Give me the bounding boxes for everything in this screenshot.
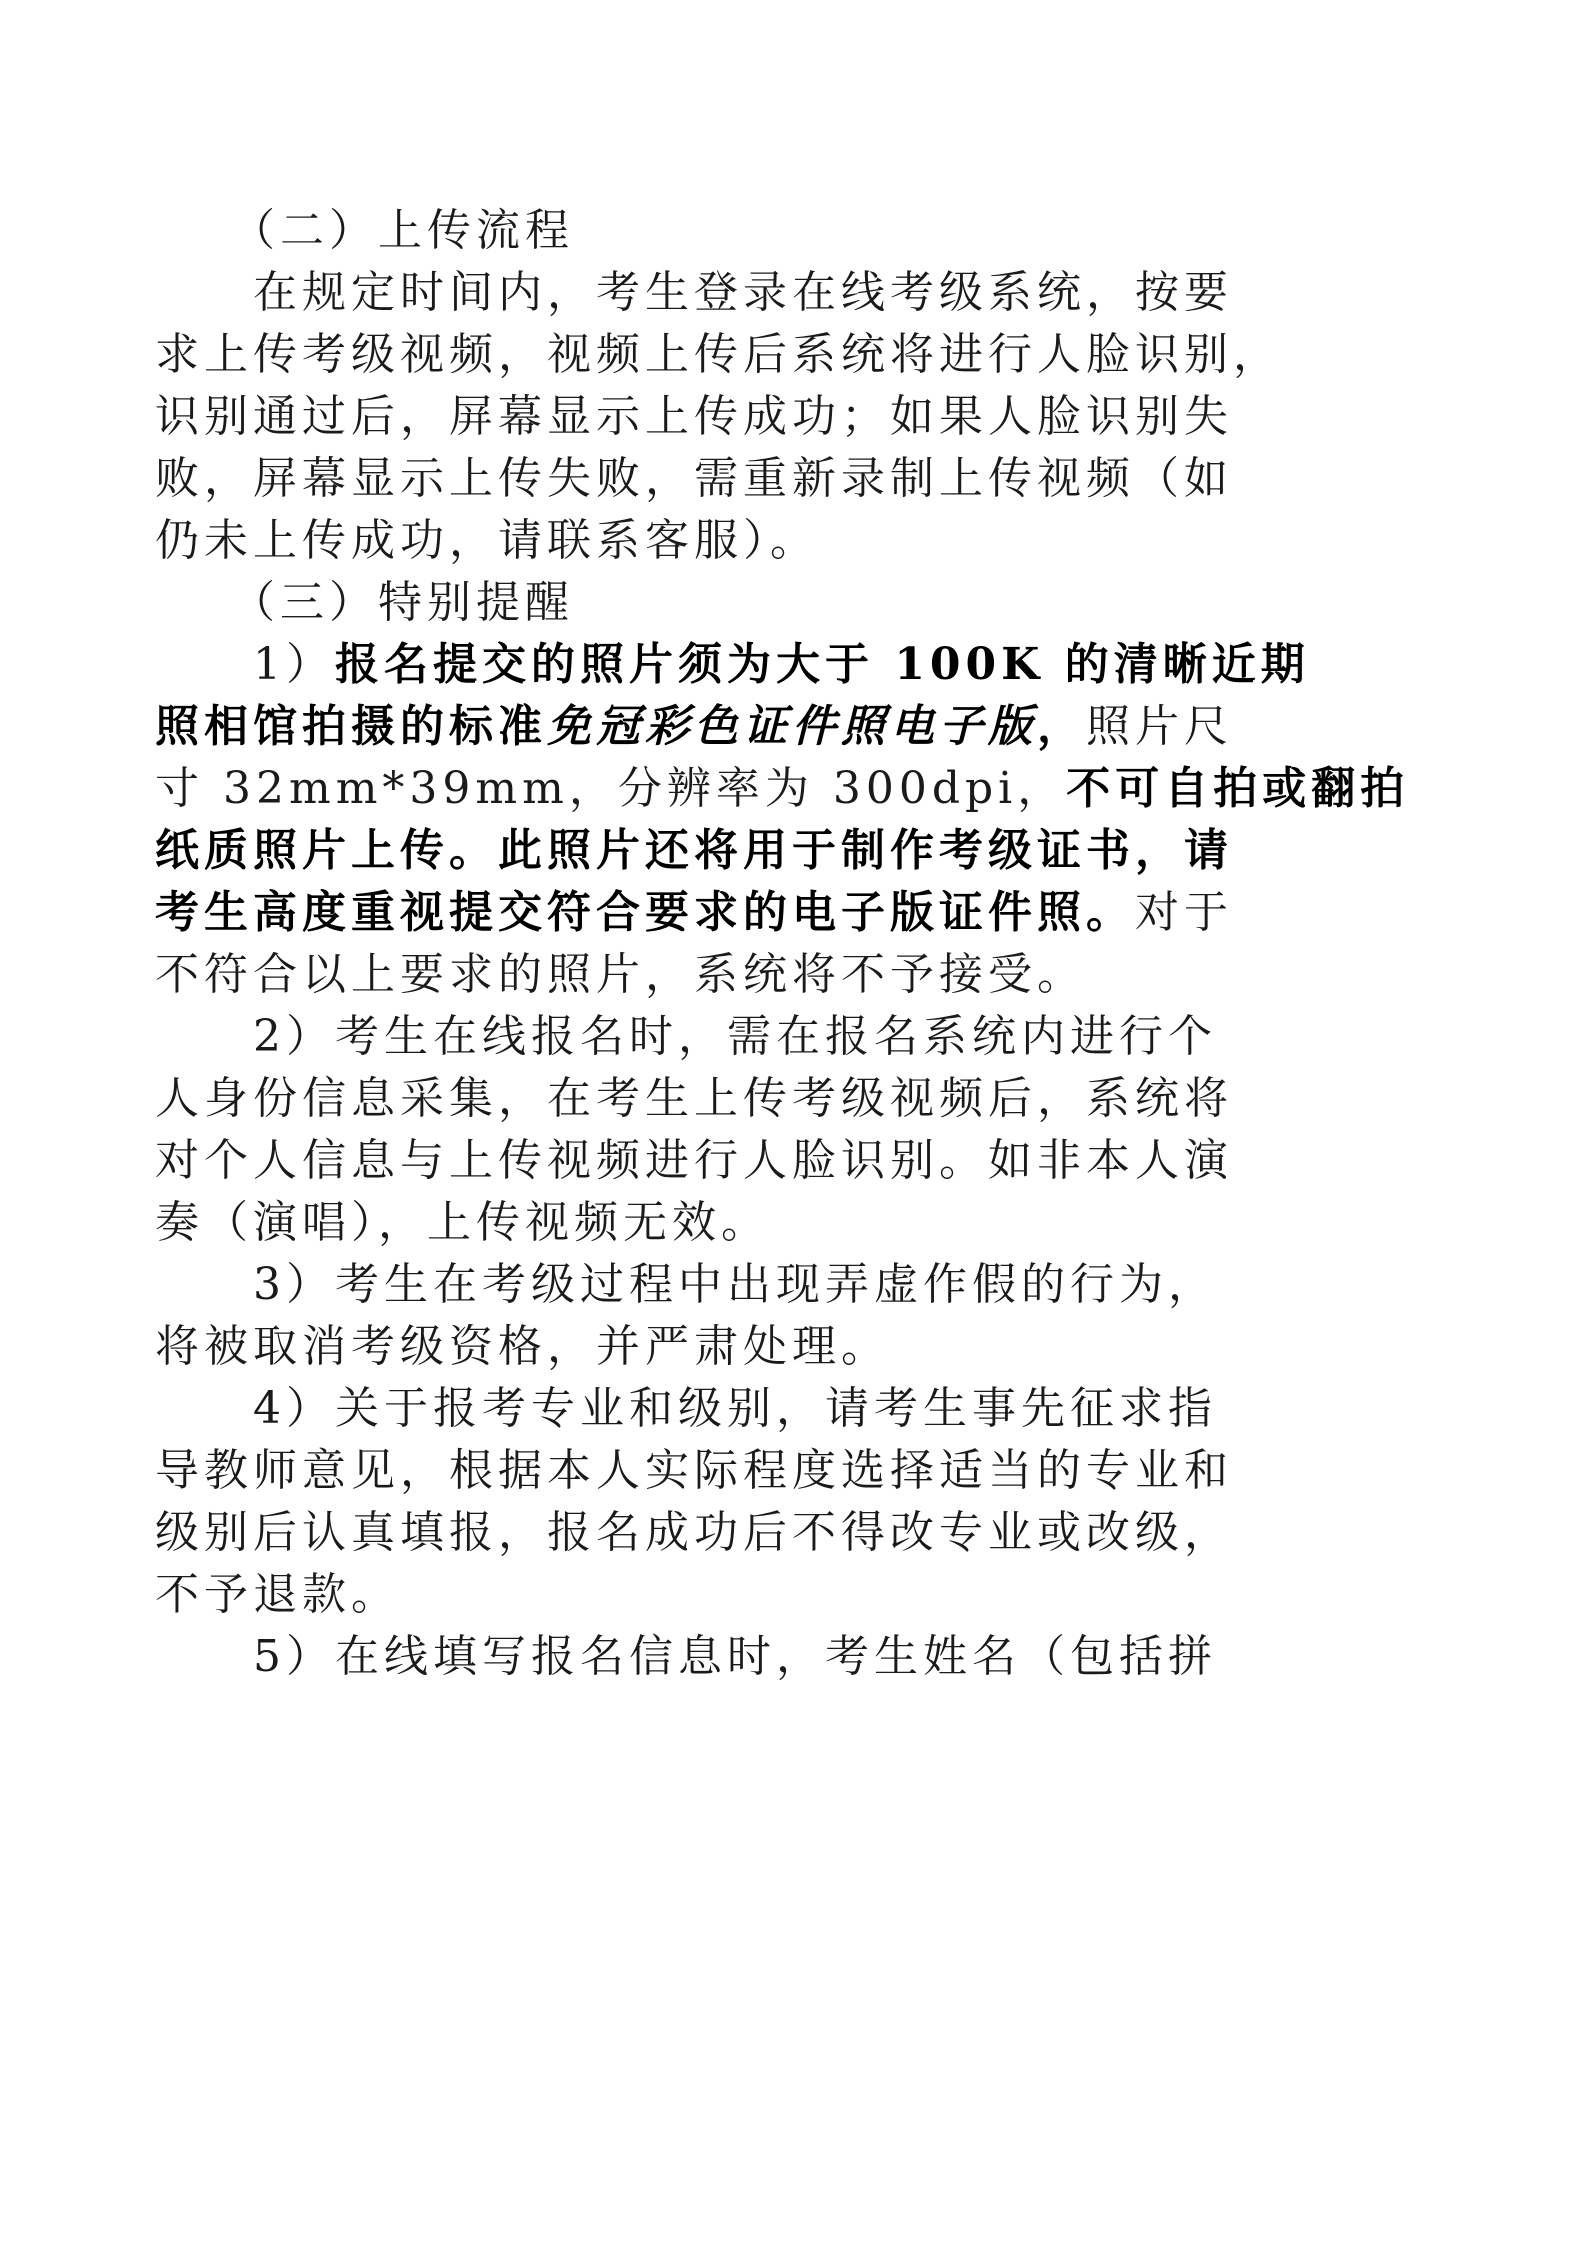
text-segment: 在规定时间内，考生登录在线考级系统，按要 [155, 267, 1233, 318]
text-line [155, 1502, 1445, 1564]
text-line [155, 1564, 1445, 1626]
text-segment: 不符合以上要求的照片，系统将不予接受。 [155, 949, 1086, 1000]
text-line [155, 1254, 1445, 1316]
text-segment: 对个人信息与上传视频进行人脸识别。如非本人演 [155, 1135, 1233, 1186]
text-line [155, 1192, 1445, 1254]
text-segment: 人身份信息采集，在考生上传考级视频后，系统将 [155, 1073, 1233, 1124]
text-line [155, 572, 1445, 634]
text-segment: 导教师意见，根据本人实际程度选择适当的专业和 [155, 1445, 1233, 1496]
text-line [155, 262, 1445, 324]
text-segment: 级别后认真填报，报名成功后不得改专业或改级， [155, 1507, 1233, 1558]
text-line [155, 944, 1445, 1006]
text-line [155, 882, 1445, 944]
text-line [155, 696, 1445, 758]
emphasis-bold-text: 纸质照片上传。此照片还将用于制作考级证书，请 [155, 825, 1233, 876]
text-segment: 不予退款。 [155, 1569, 400, 1620]
emphasis-bold-text: 照相馆拍摄的标准 [155, 701, 547, 752]
text-segment: 奏（演唱），上传视频无效。 [155, 1197, 770, 1248]
text-segment: （二）上传流程 [155, 205, 574, 256]
emphasis-bold-text: ， [1037, 701, 1086, 752]
text-line [155, 448, 1445, 510]
text-segment: 1） [155, 639, 335, 690]
text-line [155, 634, 1445, 696]
text-line [155, 820, 1445, 882]
text-line [155, 324, 1445, 386]
text-segment: 2）考生在线报名时，需在报名系统内进行个 [155, 1011, 1217, 1062]
text-segment: 求上传考级视频，视频上传后系统将进行人脸识别， [155, 329, 1282, 380]
text-segment: 将被取消考级资格，并严肃处理。 [155, 1321, 890, 1372]
text-line [155, 1316, 1445, 1378]
text-line [155, 200, 1445, 262]
text-segment: 仍未上传成功，请联系客服）。 [155, 515, 819, 566]
text-line [155, 510, 1445, 572]
text-segment: 3）考生在考级过程中出现弄虚作假的行为， [155, 1259, 1217, 1310]
text-line [155, 1626, 1445, 1688]
text-segment: 寸 32mm*39mm，分辨率为 300dpi， [155, 763, 1067, 814]
text-line [155, 1378, 1445, 1440]
text-line [155, 758, 1445, 820]
text-segment: （三）特别提醒 [155, 577, 574, 628]
text-segment: 照片尺 [1086, 701, 1233, 752]
text-line [155, 1068, 1445, 1130]
text-line [155, 1006, 1445, 1068]
text-segment: 败，屏幕显示上传失败，需重新录制上传视频（如 [155, 453, 1233, 504]
text-segment: 5）在线填写报名信息时，考生姓名（包括拼 [155, 1631, 1217, 1682]
emphasis-bold-text: 考生高度重视提交符合要求的电子版证件照。 [155, 887, 1135, 938]
text-segment: 4）关于报考专业和级别，请考生事先征求指 [155, 1383, 1217, 1434]
body-text [155, 200, 1445, 1688]
emphasis-bold-text: 报名提交的照片须为大于 100K 的清晰近期 [335, 639, 1310, 690]
text-line [155, 386, 1445, 448]
text-line [155, 1130, 1445, 1192]
emphasis-bold-text: 不可自拍或翻拍 [1066, 763, 1410, 814]
text-segment: 对于 [1135, 887, 1233, 938]
emphasis-brush-text: 免冠彩色证件照电子版 [547, 701, 1037, 752]
text-line [155, 1440, 1445, 1502]
text-segment: 识别通过后，屏幕显示上传成功；如果人脸识别失 [155, 391, 1233, 442]
